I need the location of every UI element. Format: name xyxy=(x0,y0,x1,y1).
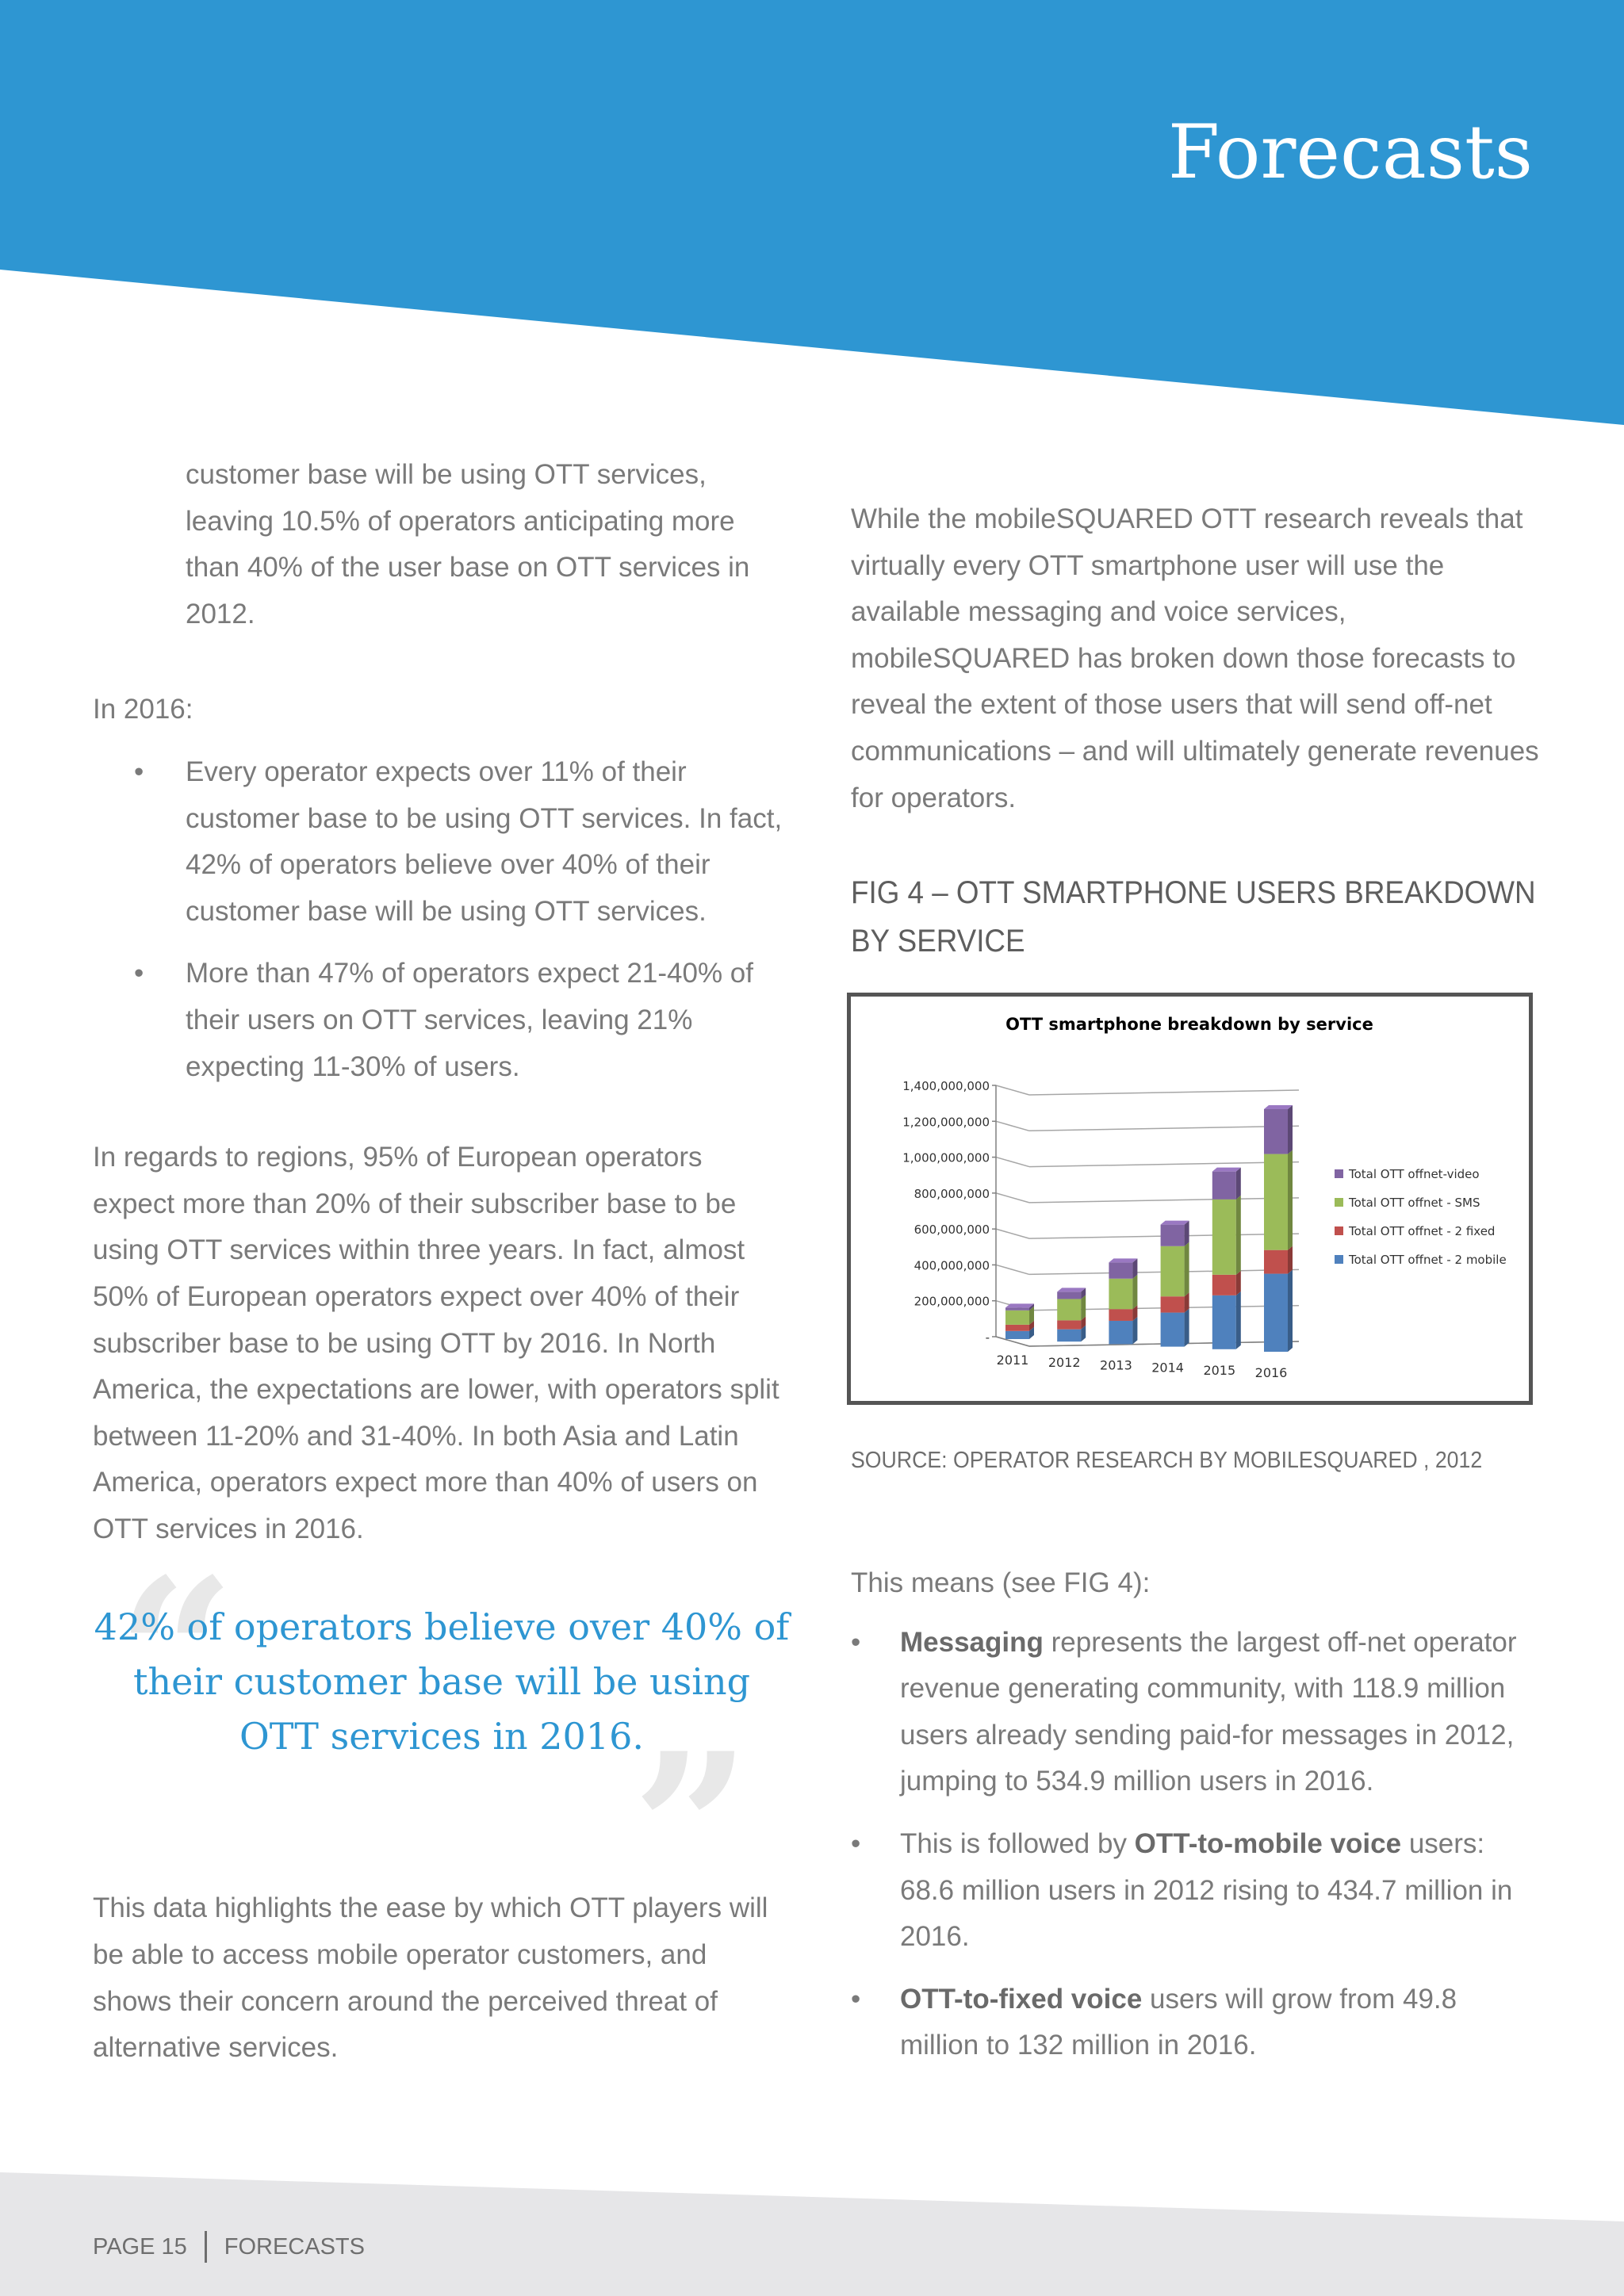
stacked-bar-chart xyxy=(851,997,1529,1401)
legend-swatch xyxy=(1335,1169,1343,1178)
chart-frame xyxy=(847,993,1533,1405)
list-item: • Messaging represents the largest off-net operator revenue generating community, with 118.9 million users already sending paid-for messages in 2012, jumping to 534.9 million users in 2016. xyxy=(851,1620,1541,1805)
grid-line xyxy=(996,1229,1029,1238)
bar-side xyxy=(1236,1271,1241,1295)
bar-side xyxy=(1288,1105,1293,1154)
pull-quote xyxy=(93,1534,791,1951)
bar-segment xyxy=(1161,1313,1185,1347)
bar-segment xyxy=(1109,1262,1132,1278)
means-intro: This means (see FIG 4): xyxy=(851,1567,1151,1598)
bar-segment xyxy=(1212,1275,1236,1295)
list-item: • More than 47% of operators expect 21-40% of their users on OTT services, leaving 21% expecting 11-30% of users. xyxy=(93,951,791,1090)
bar-top xyxy=(1005,1303,1034,1307)
bar-side xyxy=(1081,1295,1086,1320)
means-bullet-list xyxy=(851,1620,1541,2069)
bar-segment xyxy=(1057,1320,1081,1329)
bar-segment xyxy=(1005,1331,1029,1339)
chart-title: OTT smartphone breakdown by service xyxy=(1005,1015,1373,1034)
y-tick-label: 800,000,000 xyxy=(914,1186,990,1201)
bar-segment xyxy=(1264,1250,1288,1274)
footer-section: FORECASTS xyxy=(224,2233,365,2260)
intro-continuation: customer base will be using OTT services, leaving 10.5% of operators anticipating more than 40% of the user base on OTT services in 2012. xyxy=(186,459,750,629)
bar-top xyxy=(1057,1288,1086,1292)
bar-side xyxy=(1185,1242,1189,1296)
list-item: • This is followed by OTT-to-mobile voice users: 68.6 million users in 2012 rising to 434.7 million in 2016. xyxy=(851,1821,1541,1961)
figure-title: FIG 4 – OTT SMARTPHONE USERS BREAKDOWN BY SERVICE xyxy=(851,875,1536,959)
grid-line xyxy=(996,1121,1029,1131)
legend-swatch xyxy=(1335,1198,1343,1207)
bar-segment xyxy=(1212,1172,1236,1200)
bar-segment xyxy=(1005,1307,1029,1310)
page-footer xyxy=(93,2231,365,2263)
bar-segment xyxy=(1057,1292,1081,1299)
y-tick-label: 200,000,000 xyxy=(914,1294,990,1309)
bar-segment xyxy=(1161,1225,1185,1246)
in-2016-label: In 2016: xyxy=(93,694,193,725)
list-item: • OTT-to-fixed voice users will grow from 49.8 million to 132 million in 2016. xyxy=(851,1976,1541,2069)
bar-side xyxy=(1288,1246,1293,1274)
bar-side xyxy=(1185,1309,1189,1347)
bar-top xyxy=(1161,1221,1189,1225)
bullet-icon: • xyxy=(134,958,144,989)
y-tick-label: 1,200,000,000 xyxy=(902,1115,990,1130)
bar-side xyxy=(1288,1150,1293,1250)
figure-source: SOURCE: OPERATOR RESEARCH BY MOBILESQUARED , 2012 xyxy=(851,1448,1483,1473)
y-tick-label: 400,000,000 xyxy=(914,1258,990,1273)
bullet-icon: • xyxy=(134,756,144,787)
grid-line xyxy=(1029,1090,1299,1095)
bar-side xyxy=(1236,1292,1241,1349)
grid-line xyxy=(996,1265,1029,1274)
regions-paragraph: In regards to regions, 95% of European operators expect more than 20% of their subscriber base to be using OTT services within three years. In fact, almost 50% of European operators expect over 40% of their subscriber base to be using OTT by 2016. In North America, the expectations are lower, with operators split between 11-20% and 31-40%. In both Asia and Latin America, operators expect more than 40% of users on OTT services in 2016. xyxy=(93,1142,779,1544)
bar-side xyxy=(1288,1270,1293,1352)
grid-line xyxy=(996,1193,1029,1203)
bar-segment xyxy=(1109,1321,1132,1344)
y-tick-label: 600,000,000 xyxy=(914,1223,990,1238)
bar-segment xyxy=(1109,1309,1132,1321)
bar-side xyxy=(1185,1221,1189,1246)
x-tick-label: 2012 xyxy=(1048,1355,1081,1371)
list-item: • Every operator expects over 11% of their customer base to be using OTT services. In fact, 42% of operators believe over 40% of their customer base will be using OTT services. xyxy=(93,749,791,935)
bar-segment xyxy=(1161,1246,1185,1296)
close-quote-icon: ” xyxy=(632,1709,751,1951)
x-tick-label: 2016 xyxy=(1254,1365,1288,1380)
bar-segment xyxy=(1005,1325,1029,1331)
closing-paragraph: This data highlights the ease by which OTT players will be able to access mobile operator customers, and shows their concern around the perceived threat of alternative services. xyxy=(93,1892,768,2064)
bar-segment xyxy=(1161,1296,1185,1312)
x-tick-label: 2011 xyxy=(996,1353,1029,1368)
right-column-lower xyxy=(851,1560,1541,2085)
legend-swatch xyxy=(1335,1226,1343,1235)
open-quote-icon: “ xyxy=(117,1534,236,1777)
grid-line xyxy=(1029,1198,1299,1203)
research-intro: While the mobileSQUARED OTT research reveals that virtually every OTT smartphone user will use the available messaging and voice services, mobileSQUARED has broken down those forecasts to reveal the extent of those users that will send off-net communications – and will ultimately generate revenues for operators. xyxy=(851,503,1539,813)
bar-segment xyxy=(1212,1200,1236,1275)
page-title: Forecasts xyxy=(1167,109,1533,196)
right-column xyxy=(851,496,1541,966)
grid-line xyxy=(996,1158,1029,1167)
y-tick-label: 1,400,000,000 xyxy=(902,1079,990,1093)
bullet-icon: • xyxy=(851,1827,861,1859)
bar-segment xyxy=(1264,1274,1288,1352)
bar-segment xyxy=(1057,1330,1081,1342)
bar-segment xyxy=(1212,1295,1236,1349)
page-number: PAGE 15 xyxy=(93,2233,187,2260)
bullet-list-2016 xyxy=(93,749,791,1090)
legend-label: Total OTT offnet - SMS xyxy=(1349,1196,1480,1210)
y-tick-label: - xyxy=(985,1330,990,1345)
legend-label: Total OTT offnet - 2 mobile xyxy=(1349,1253,1507,1267)
pull-quote-text: 42% of operators believe over 40% of their customer base will be using OTT services in 2016. xyxy=(94,1605,790,1758)
bullet-icon: • xyxy=(851,1626,861,1658)
legend-swatch xyxy=(1335,1255,1343,1264)
footer-divider xyxy=(205,2231,207,2263)
bar-top xyxy=(1109,1258,1137,1262)
left-column xyxy=(93,452,791,2072)
bar-side xyxy=(1132,1317,1137,1344)
bar-segment xyxy=(1264,1154,1288,1250)
x-tick-label: 2013 xyxy=(1100,1357,1132,1373)
y-tick-label: 1,000,000,000 xyxy=(902,1150,990,1165)
legend-label: Total OTT offnet-video xyxy=(1349,1167,1480,1181)
bar-side xyxy=(1236,1196,1241,1275)
legend-label: Total OTT offnet - 2 fixed xyxy=(1349,1224,1496,1238)
grid-line xyxy=(1029,1126,1299,1131)
bar-top xyxy=(1212,1168,1241,1172)
bar-side xyxy=(1236,1168,1241,1200)
grid-line xyxy=(1029,1162,1299,1167)
bar-top xyxy=(1264,1105,1293,1109)
x-tick-label: 2014 xyxy=(1151,1360,1184,1376)
grid-line xyxy=(996,1085,1029,1095)
bar-segment xyxy=(1264,1109,1288,1154)
bar-segment xyxy=(1109,1279,1132,1309)
bullet-icon: • xyxy=(851,1983,861,2015)
x-tick-label: 2015 xyxy=(1203,1362,1236,1378)
bar-segment xyxy=(1005,1311,1029,1325)
bar-segment xyxy=(1057,1299,1081,1320)
bar-side xyxy=(1132,1275,1137,1309)
header-band xyxy=(0,0,1624,428)
